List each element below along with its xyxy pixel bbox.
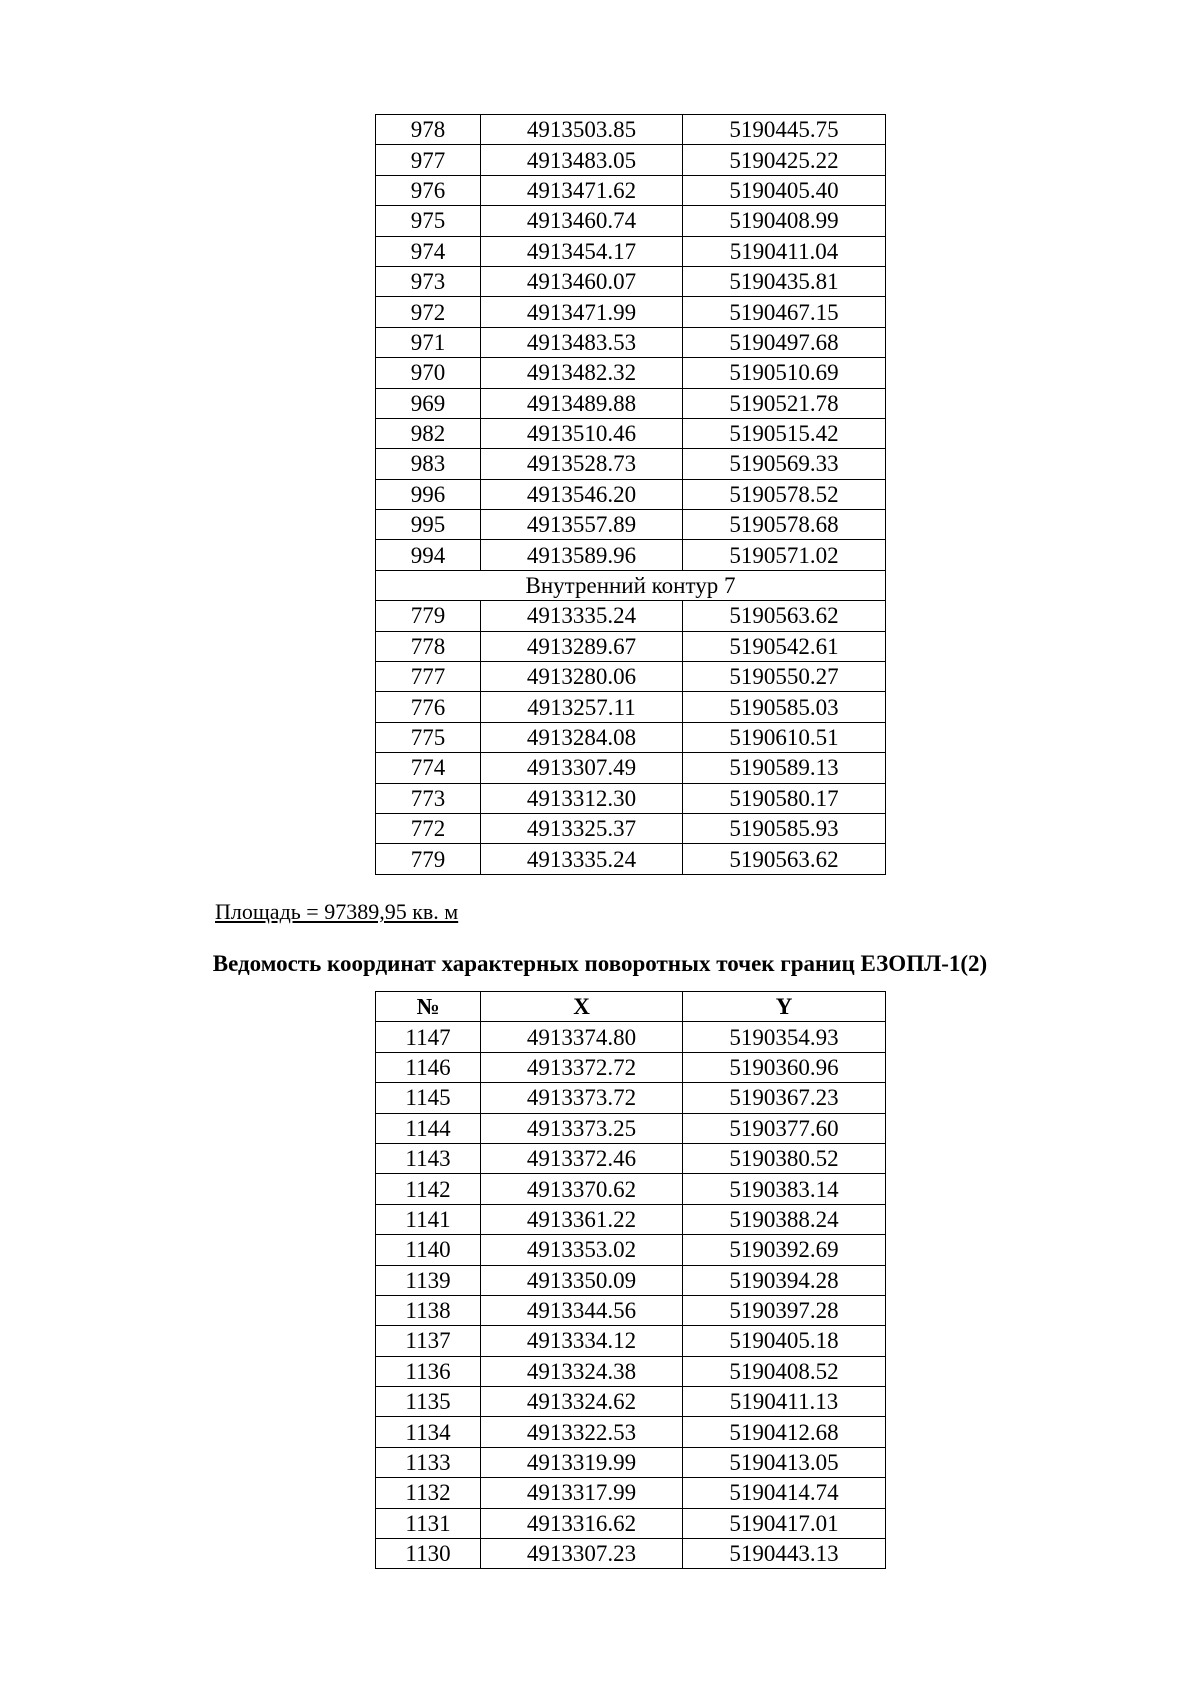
y-coordinate: 5190417.01 [683,1508,886,1538]
y-coordinate: 5190563.62 [683,601,886,631]
x-coordinate: 4913454.17 [481,236,683,266]
point-number: 1132 [376,1478,481,1508]
x-coordinate: 4913344.56 [481,1295,683,1325]
y-coordinate: 5190412.68 [683,1417,886,1447]
x-coordinate: 4913370.62 [481,1174,683,1204]
table-row [376,1295,886,1325]
table-row [376,145,886,175]
x-coordinate: 4913334.12 [481,1326,683,1356]
table-row [376,479,886,509]
point-number: 996 [376,479,481,509]
table-row [376,1174,886,1204]
table-row [376,1478,886,1508]
y-coordinate: 5190377.60 [683,1113,886,1143]
x-coordinate: 4913319.99 [481,1447,683,1477]
x-coordinate: 4913503.85 [481,115,683,145]
y-coordinate: 5190578.52 [683,479,886,509]
y-coordinate: 5190443.13 [683,1539,886,1569]
y-coordinate: 5190571.02 [683,540,886,570]
point-number: 1130 [376,1539,481,1569]
point-number: 1145 [376,1083,481,1113]
point-number: 779 [376,601,481,631]
y-coordinate: 5190467.15 [683,297,886,327]
y-coordinate: 5190367.23 [683,1083,886,1113]
point-number: 983 [376,449,481,479]
y-coordinate: 5190563.62 [683,844,886,874]
point-number: 1138 [376,1295,481,1325]
point-number: 974 [376,236,481,266]
x-coordinate: 4913284.08 [481,722,683,752]
table-row [376,1539,886,1569]
point-number: 978 [376,115,481,145]
section-label: Внутренний контур 7 [376,570,886,600]
y-coordinate: 5190397.28 [683,1295,886,1325]
y-coordinate: 5190569.33 [683,449,886,479]
point-number: 1133 [376,1447,481,1477]
table-row [376,1417,886,1447]
point-number: 777 [376,662,481,692]
coordinates-table-body [376,1022,886,1569]
y-coordinate: 5190405.40 [683,175,886,205]
x-coordinate: 4913307.49 [481,753,683,783]
table-row [376,1235,886,1265]
point-number: 977 [376,145,481,175]
table-row [376,297,886,327]
point-number: 994 [376,540,481,570]
x-coordinate: 4913289.67 [481,631,683,661]
y-coordinate: 5190550.27 [683,662,886,692]
table-row [376,1022,886,1052]
y-coordinate: 5190445.75 [683,115,886,145]
point-number: 1143 [376,1143,481,1173]
y-coordinate: 5190510.69 [683,358,886,388]
table-row [376,1356,886,1386]
x-coordinate: 4913324.38 [481,1356,683,1386]
table-row [376,1508,886,1538]
table-heading: Ведомость координат характерных поворотных точек границ ЕЗОПЛ-1(2) [212,951,988,976]
table-row [376,266,886,296]
point-number: 971 [376,327,481,357]
point-number: 1131 [376,1508,481,1538]
point-number: 973 [376,266,481,296]
table-row [376,1143,886,1173]
point-number: 1139 [376,1265,481,1295]
y-coordinate: 5190380.52 [683,1143,886,1173]
section-row [376,570,886,600]
table-row [376,418,886,448]
y-coordinate: 5190392.69 [683,1235,886,1265]
table-header [376,992,886,1022]
point-number: 975 [376,206,481,236]
x-coordinate: 4913307.23 [481,1539,683,1569]
point-number: 1142 [376,1174,481,1204]
table-row [376,327,886,357]
table-row [376,631,886,661]
table-row [376,358,886,388]
table-row [376,115,886,145]
table-row [376,206,886,236]
x-coordinate: 4913546.20 [481,479,683,509]
table-row [376,601,886,631]
x-coordinate: 4913510.46 [481,418,683,448]
point-number: 778 [376,631,481,661]
table-row [376,388,886,418]
table-row [376,692,886,722]
y-coordinate: 5190425.22 [683,145,886,175]
x-coordinate: 4913374.80 [481,1022,683,1052]
point-number: 982 [376,418,481,448]
table-row [376,1447,886,1477]
coordinates-table-continued [375,114,886,875]
x-coordinate: 4913471.62 [481,175,683,205]
table-row [376,662,886,692]
point-number: 1147 [376,1022,481,1052]
table-row [376,783,886,813]
x-coordinate: 4913324.62 [481,1387,683,1417]
y-coordinate: 5190394.28 [683,1265,886,1295]
x-coordinate: 4913460.74 [481,206,683,236]
table-row [376,844,886,874]
point-number: 779 [376,844,481,874]
table-row [376,510,886,540]
y-coordinate: 5190435.81 [683,266,886,296]
x-coordinate: 4913373.25 [481,1113,683,1143]
table-row [376,1387,886,1417]
x-coordinate: 4913317.99 [481,1478,683,1508]
table-row [376,753,886,783]
table-row [376,236,886,266]
x-coordinate: 4913589.96 [481,540,683,570]
point-number: 972 [376,297,481,327]
point-number: 772 [376,813,481,843]
x-coordinate: 4913257.11 [481,692,683,722]
x-coordinate: 4913280.06 [481,662,683,692]
y-coordinate: 5190585.93 [683,813,886,843]
table-row [376,540,886,570]
x-coordinate: 4913373.72 [481,1083,683,1113]
x-coordinate: 4913325.37 [481,813,683,843]
table-row [376,175,886,205]
x-coordinate: 4913483.53 [481,327,683,357]
coordinates-table-ezopl [375,991,886,1569]
y-coordinate: 5190542.61 [683,631,886,661]
point-number: 976 [376,175,481,205]
point-number: 775 [376,722,481,752]
y-coordinate: 5190354.93 [683,1022,886,1052]
y-coordinate: 5190383.14 [683,1174,886,1204]
point-number: 1140 [376,1235,481,1265]
y-coordinate: 5190411.04 [683,236,886,266]
y-coordinate: 5190585.03 [683,692,886,722]
column-header-x: X [481,992,683,1022]
x-coordinate: 4913528.73 [481,449,683,479]
point-number: 1134 [376,1417,481,1447]
point-number: 776 [376,692,481,722]
x-coordinate: 4913471.99 [481,297,683,327]
table-row [376,813,886,843]
y-coordinate: 5190521.78 [683,388,886,418]
y-coordinate: 5190411.13 [683,1387,886,1417]
y-coordinate: 5190589.13 [683,753,886,783]
point-number: 1135 [376,1387,481,1417]
table-row [376,1083,886,1113]
y-coordinate: 5190580.17 [683,783,886,813]
y-coordinate: 5190388.24 [683,1204,886,1234]
x-coordinate: 4913361.22 [481,1204,683,1234]
table-row [376,722,886,752]
table-row [376,1265,886,1295]
point-number: 995 [376,510,481,540]
x-coordinate: 4913460.07 [481,266,683,296]
table-row [376,449,886,479]
x-coordinate: 4913350.09 [481,1265,683,1295]
x-coordinate: 4913557.89 [481,510,683,540]
area-total: Площадь = 97389,95 кв. м [215,899,459,924]
table-row [376,1052,886,1082]
x-coordinate: 4913335.24 [481,844,683,874]
x-coordinate: 4913312.30 [481,783,683,813]
x-coordinate: 4913372.46 [481,1143,683,1173]
y-coordinate: 5190413.05 [683,1447,886,1477]
point-number: 1136 [376,1356,481,1386]
column-header-y: Y [683,992,886,1022]
x-coordinate: 4913316.62 [481,1508,683,1538]
point-number: 1144 [376,1113,481,1143]
y-coordinate: 5190515.42 [683,418,886,448]
column-header-number: № [376,992,481,1022]
y-coordinate: 5190408.99 [683,206,886,236]
table-row [376,1326,886,1356]
table-row [376,1204,886,1234]
y-coordinate: 5190578.68 [683,510,886,540]
y-coordinate: 5190405.18 [683,1326,886,1356]
point-number: 1141 [376,1204,481,1234]
coordinates-table-body [376,115,886,875]
x-coordinate: 4913489.88 [481,388,683,418]
y-coordinate: 5190360.96 [683,1052,886,1082]
x-coordinate: 4913353.02 [481,1235,683,1265]
x-coordinate: 4913322.53 [481,1417,683,1447]
point-number: 970 [376,358,481,388]
point-number: 969 [376,388,481,418]
x-coordinate: 4913335.24 [481,601,683,631]
point-number: 774 [376,753,481,783]
point-number: 773 [376,783,481,813]
x-coordinate: 4913482.32 [481,358,683,388]
x-coordinate: 4913372.72 [481,1052,683,1082]
y-coordinate: 5190610.51 [683,722,886,752]
y-coordinate: 5190497.68 [683,327,886,357]
y-coordinate: 5190408.52 [683,1356,886,1386]
y-coordinate: 5190414.74 [683,1478,886,1508]
point-number: 1146 [376,1052,481,1082]
header-row [376,992,886,1022]
x-coordinate: 4913483.05 [481,145,683,175]
point-number: 1137 [376,1326,481,1356]
table-row [376,1113,886,1143]
